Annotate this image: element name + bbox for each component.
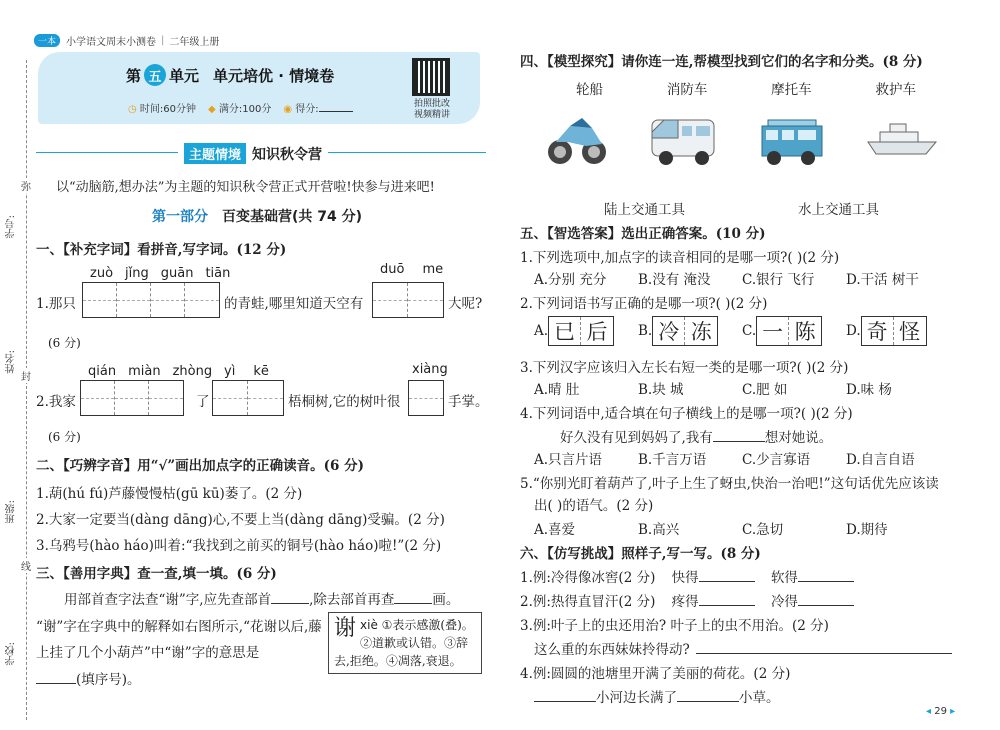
page-number: ◂ 29 ▸	[926, 706, 956, 717]
dict-headword: 谢	[334, 616, 357, 641]
q5-5-cont: 出( )的语气。(2 分)	[534, 498, 654, 514]
option-a[interactable]: A.分别 充分	[534, 272, 607, 288]
dict-pinyin: xiè	[360, 618, 378, 632]
dict-definitions: ①表示感激(叠)。②道歉或认错。③辞去,拒绝。④凋落,衰退。	[334, 618, 474, 668]
name-ambulance: 救护车	[875, 82, 916, 98]
binding-sidebar	[0, 60, 32, 720]
q1-sentence2-mid1: 了	[196, 394, 210, 410]
qr-caption: 拍照批改 视频精讲	[413, 99, 450, 120]
blank-pain[interactable]	[699, 592, 755, 606]
theme-intro: 以“动脑筋,想办法”为主题的知识秋令营正式开营啦!快参与进来吧!	[56, 180, 435, 195]
q1-sentence2-mid2: 梧桐树,它的树叶很	[288, 394, 401, 410]
q5-2-options	[534, 316, 927, 346]
q6-1: 1.例:冷得像冰窖(2 分) 快得 软得	[520, 566, 854, 586]
option-d[interactable]: D.干活 树干	[846, 272, 919, 288]
q3-paragraph: “谢”字在字典中的解释如右图所示,“花谢以后,藤上挂了几个小葫芦”中“谢”字的意思是	[36, 619, 322, 661]
q2-title: 二、【巧辨字音】用“√”画出加点字的正确读音。(6 分)	[36, 458, 365, 474]
theme-title: 知识秋令营	[252, 146, 323, 163]
series-header: 一本 小学语文周末小测卷 | 二年级上册	[34, 34, 219, 46]
q6-3-answer: 这么重的东西妹妹拎得动?	[534, 638, 952, 658]
q5-3: 3.下列汉字应该归入左长右短一类的是哪一项?( )(2 分)	[520, 360, 849, 376]
option-d[interactable]: D.味 杨	[846, 382, 892, 398]
option-b[interactable]: B.没有 淹没	[638, 272, 711, 288]
meaning-blank[interactable]	[36, 670, 76, 684]
q3-line1: 用部首查字法查“谢”字,应先查部首 ,除去部首再查 画。	[64, 592, 460, 608]
theme-tag: 主题情境	[184, 143, 246, 164]
write-grid-2[interactable]	[372, 282, 444, 318]
time-limit: ◷ 时间:60分钟	[128, 104, 197, 115]
option-c[interactable]: C.急切	[742, 522, 784, 538]
name-label: 姓名:	[6, 350, 17, 374]
write-grid-4[interactable]	[212, 380, 284, 416]
pinyin-group-2: duō me	[380, 262, 444, 277]
q1-sentence1-end: 大呢?	[448, 296, 483, 312]
write-grid-5[interactable]	[408, 380, 444, 416]
school-label: 学校:	[6, 642, 17, 666]
q6-3: 3.例:叶子上的虫还用治? 叶子上的虫不用治。(2 分)	[520, 618, 829, 634]
q5-5-options	[534, 518, 888, 538]
q2-item2: 2.大家一定要当(dàng dāng)心,不要上当(dàng dāng)受骗。(2 分)	[36, 512, 445, 528]
q5-4-sentence: 好久没有见到妈妈了,我有 想对她说。	[560, 430, 833, 446]
q1-title: 一、【补充字词】看拼音,写字词。(12 分)	[36, 242, 287, 258]
q1-s1-score: (6 分)	[48, 336, 81, 350]
blank-adj1[interactable]	[534, 688, 596, 702]
student-number-label: 学号:	[6, 215, 17, 239]
q5-1-options	[534, 268, 919, 288]
option-d[interactable]: D.自言自语	[846, 452, 915, 468]
q5-3-options	[534, 378, 892, 398]
pinyin-group-4: yì kē	[224, 364, 269, 379]
grade-label: 二年级上册	[169, 36, 220, 48]
option-b[interactable]: B. 冷 冻	[638, 316, 742, 346]
write-grid-1[interactable]	[82, 282, 220, 318]
q5-5: 5.“你别光盯着葫芦了,叶子上生了蚜虫,快治一治吧!”这句话优先应该读	[520, 476, 939, 492]
blank-adj2[interactable]	[677, 688, 739, 702]
q5-title: 五、【智选答案】选出正确答案。(10 分)	[520, 226, 766, 242]
ship-icon[interactable]	[866, 120, 938, 160]
full-score: ◆ 满分:100分	[208, 104, 272, 115]
seal-mi: 弥	[21, 178, 31, 193]
q1-sentence1-mid: 的青蛙,哪里知道天空有	[224, 296, 364, 312]
option-a[interactable]: A.晴 肚	[534, 382, 580, 398]
blank-fast[interactable]	[699, 568, 755, 582]
name-motorcycle: 摩托车	[771, 82, 812, 98]
option-b[interactable]: B.千言万语	[638, 452, 707, 468]
part1-heading: 第一部分 百变基础营(共 74 分)	[152, 209, 363, 225]
option-a[interactable]: A.只言片语	[534, 452, 603, 468]
brand-logo: 一本	[34, 34, 60, 47]
seal-feng: 封	[21, 368, 31, 383]
q6-4: 4.例:圆圆的池塘里开满了美丽的荷花。(2 分)	[520, 666, 791, 682]
fire-truck-icon[interactable]	[760, 116, 826, 168]
score-field: ◉ 得分:	[283, 100, 352, 115]
q6-4-answer: 小河边长满了 小草。	[534, 686, 780, 706]
q2-item1: 1.葫(hú fú)芦藤慢慢枯(gū kū)萎了。(2 分)	[36, 486, 303, 502]
write-grid-3[interactable]	[80, 380, 184, 416]
q6-title: 六、【仿写挑战】照样子,写一写。(8 分)	[520, 546, 761, 562]
name-fire-truck: 消防车	[666, 82, 708, 98]
option-b[interactable]: B.块 城	[638, 382, 684, 398]
option-c[interactable]: C.银行 飞行	[742, 272, 815, 288]
option-b[interactable]: B.高兴	[638, 522, 680, 538]
rewrite-blank[interactable]	[696, 640, 952, 654]
q1-sentence2-start: 2.我家	[36, 394, 76, 410]
seal-xian: 线	[21, 558, 31, 573]
option-c[interactable]: C. 一 陈	[742, 316, 846, 346]
q5-4-options	[534, 448, 915, 468]
class-label: 班级:	[6, 500, 17, 524]
ambulance-icon[interactable]	[648, 112, 720, 168]
category-land[interactable]: 陆上交通工具	[604, 202, 685, 218]
vehicle-names	[576, 78, 916, 98]
stroke-count-blank[interactable]	[394, 590, 432, 604]
q1-s2-score: (6 分)	[48, 430, 81, 444]
dictionary-entry	[328, 612, 482, 674]
theme-heading	[178, 143, 328, 164]
blank-soft[interactable]	[798, 568, 854, 582]
series-name: 小学语文周末小测卷	[66, 36, 157, 48]
radical-blank[interactable]	[271, 590, 309, 604]
option-a[interactable]: A.喜爱	[534, 522, 576, 538]
q3-title: 三、【善用字典】查一查,填一填。(6 分)	[36, 566, 277, 582]
q1-sentence1-start: 1.那只	[36, 296, 76, 312]
pinyin-group-5: xiàng	[412, 362, 448, 377]
option-c[interactable]: C.少言寡语	[742, 452, 811, 468]
name-ship: 轮船	[576, 82, 603, 98]
option-c[interactable]: C.肥 如	[742, 382, 788, 398]
q3-line-end: (填序号)。	[36, 668, 141, 688]
q5-2: 2.下列词语书写正确的是哪一项?( )(2 分)	[520, 296, 768, 312]
q1-sentence2-end: 手掌。	[448, 394, 489, 410]
exam-meta	[128, 100, 353, 115]
q2-item3: 3.乌鸦号(hào háo)叫着:“我找到之前买的铜号(hào háo)啦!”(2 分)	[36, 538, 442, 554]
option-a[interactable]: A. 已 后	[534, 316, 638, 346]
q5-1: 1.下列选项中,加点字的读音相同的是哪一项?( )(2 分)	[520, 250, 840, 266]
unit-banner	[38, 52, 480, 124]
q4-title: 四、【模型探究】请你连一连,帮模型找到它们的名字和分类。(8 分)	[520, 54, 923, 70]
pinyin-group-1: zuò jǐng guān tiān	[90, 266, 231, 281]
blank-cold[interactable]	[798, 592, 854, 606]
unit-title: 第 五 单元 单元培优 · 情境卷	[126, 64, 334, 86]
qr-code-icon	[412, 58, 450, 96]
motorcycle-icon[interactable]	[546, 112, 608, 168]
category-water[interactable]: 水上交通工具	[798, 202, 879, 218]
option-d[interactable]: D. 奇 怪	[846, 316, 927, 346]
q6-2: 2.例:热得直冒汗(2 分) 疼得 冷得	[520, 590, 854, 610]
unit-subtitle: 单元培优 · 情境卷	[213, 66, 335, 85]
q5-4: 4.下列词语中,适合填在句子横线上的是哪一项?( )(2 分)	[520, 406, 853, 422]
option-d[interactable]: D.期待	[846, 522, 888, 538]
unit-number-badge: 五	[144, 64, 166, 86]
pinyin-group-3: qián miàn zhòng	[88, 364, 213, 379]
